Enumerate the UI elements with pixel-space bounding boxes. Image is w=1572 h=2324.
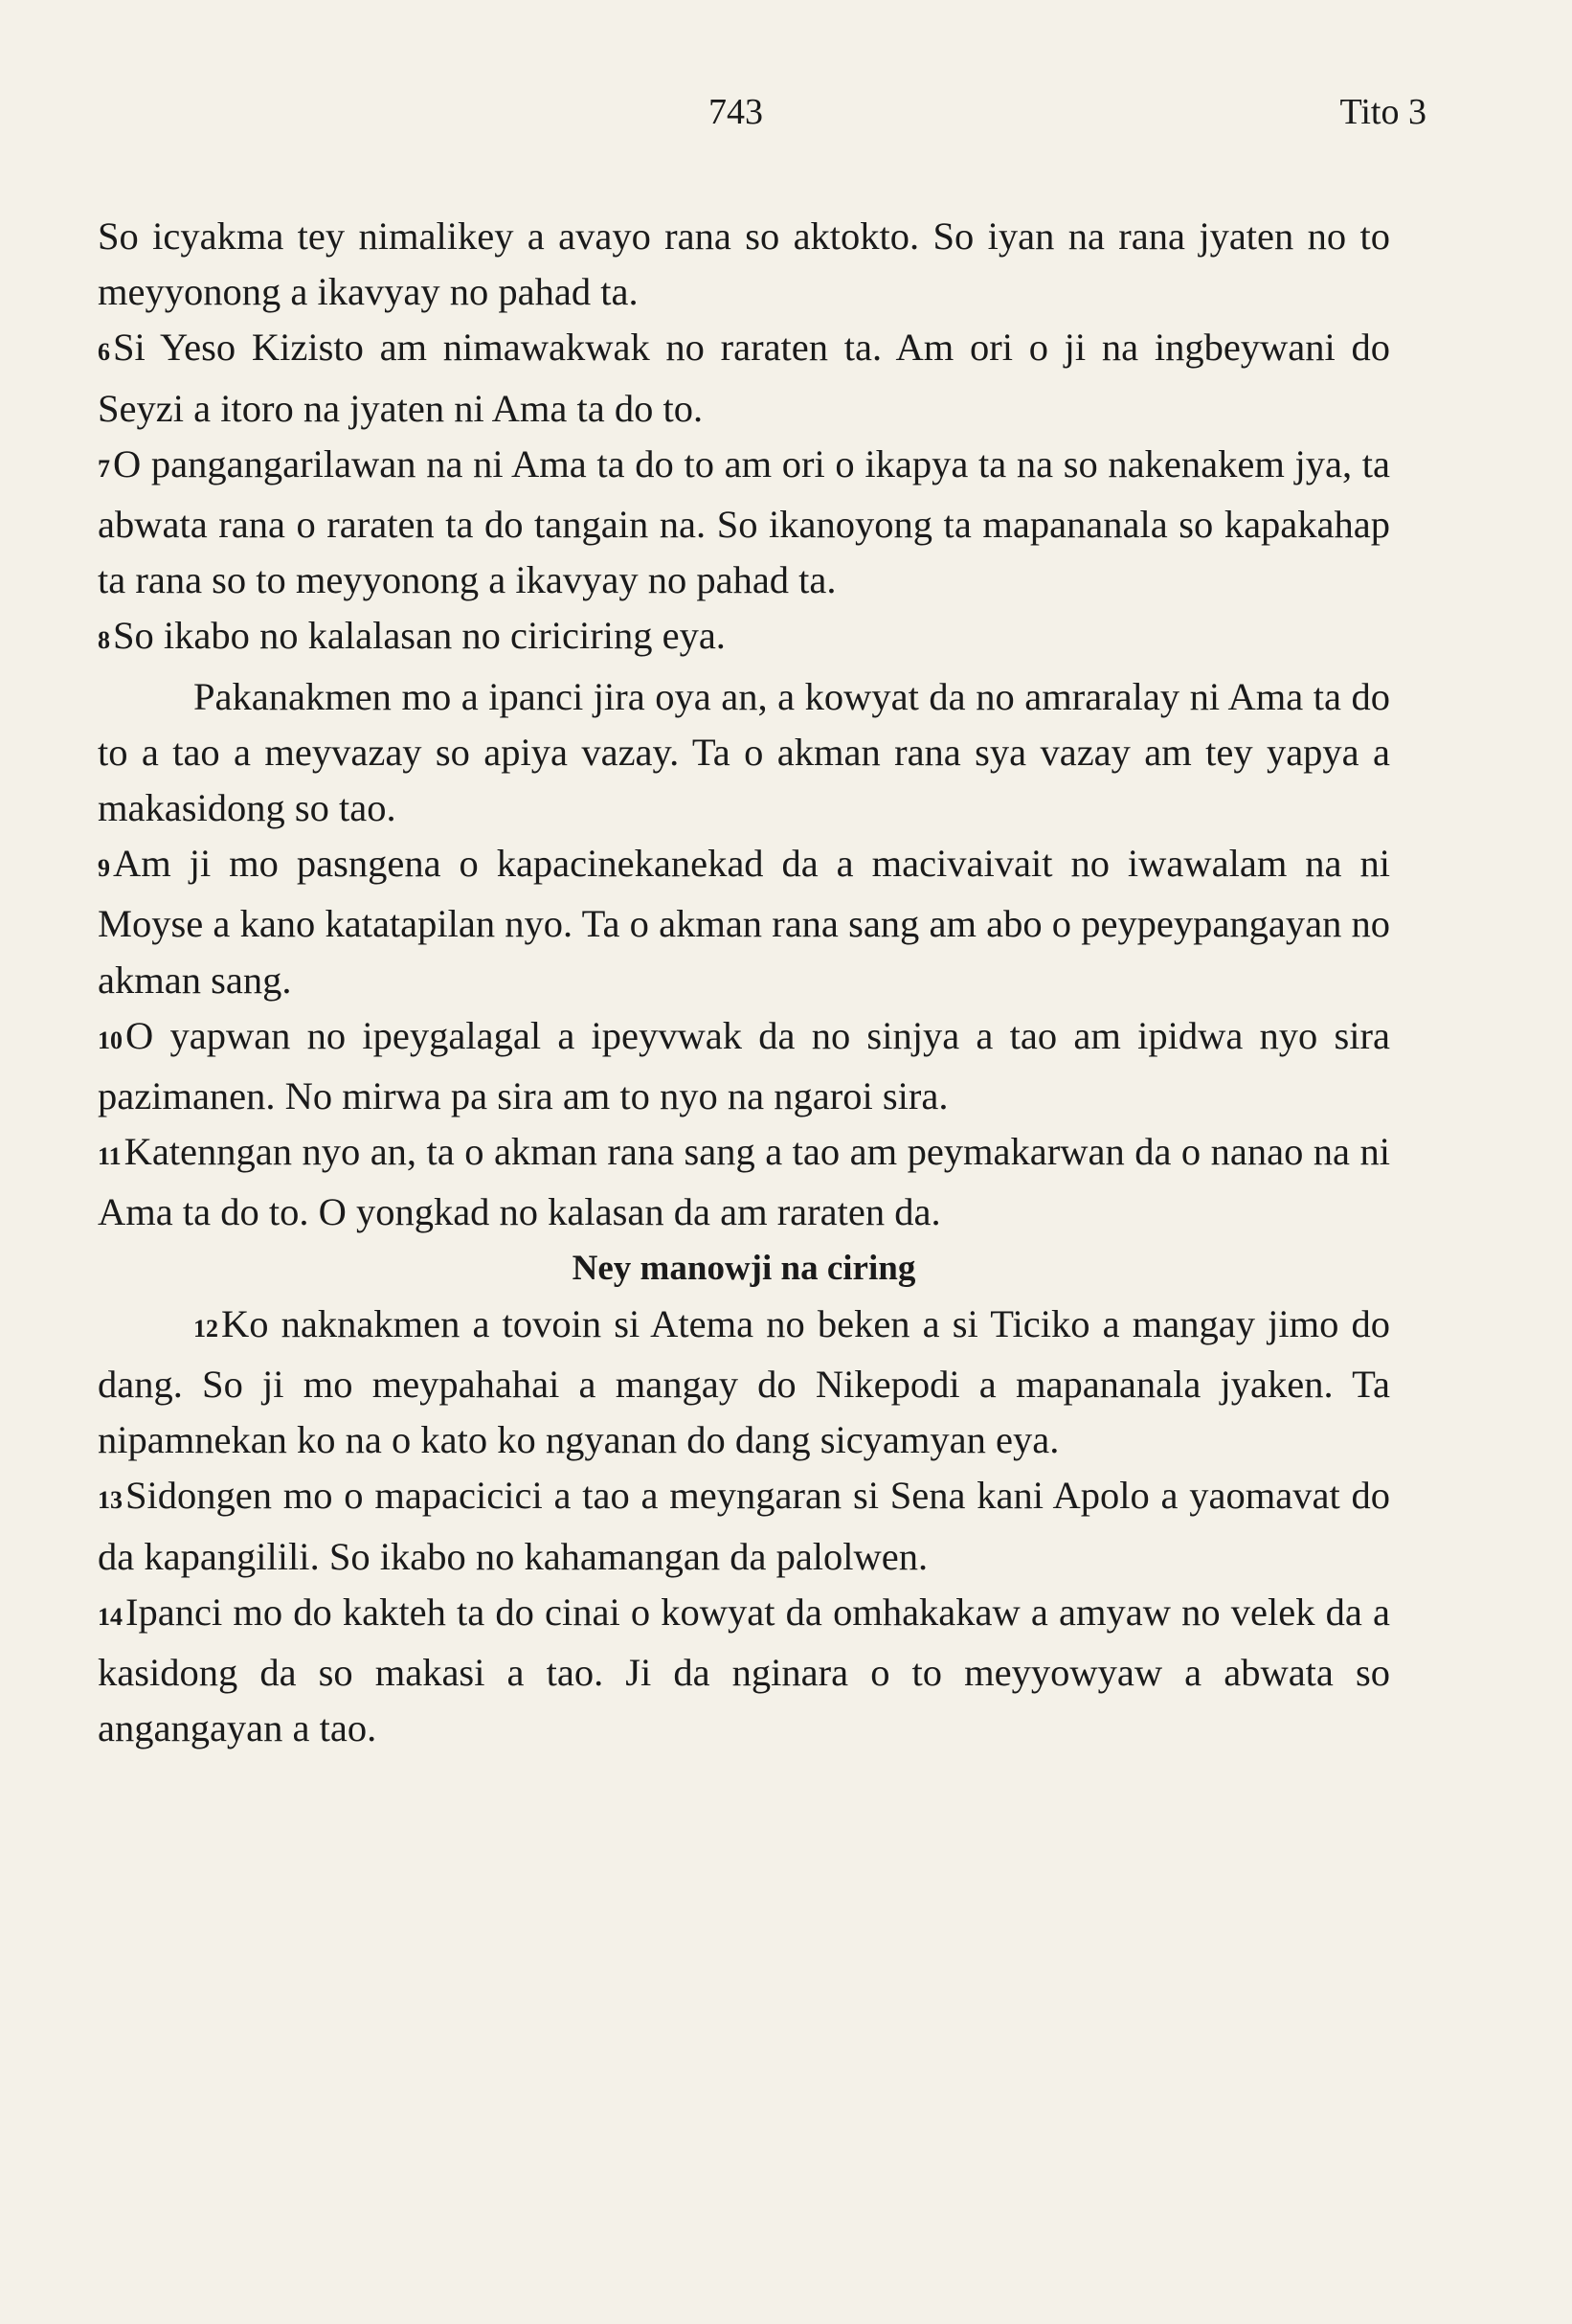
verse-paragraph: [98, 1297, 1390, 1469]
verse-text: Pakanakmen mo a ipanci jira oya an, a kowyat da no amraralay ni Ama ta do to a tao a meyvazay so apiya vazay. Ta o akman rana sya vazay am tey yapya a makasidong so tao.: [98, 674, 1390, 830]
verse-text: So ikabo no kalalasan no ciriciring eya.: [113, 614, 726, 658]
verse-paragraph: [98, 1585, 1390, 1757]
verse-text: O pangangarilawan na ni Ama ta do to am ori o ikapya ta na so nakenakem jya, ta abwata rana o raraten ta do tangain na. So ikanoyong ta mapananala so kapakahap ta rana so to meyyonong a ikavyay no pahad ta.: [98, 441, 1390, 602]
verse-text: O yapwan no ipeygalagal a ipeyvwak da no sinjya a tao am ipidwa nyo sira pazimanen. No mirwa pa sira am to nyo na ngaroi sira.: [98, 1013, 1390, 1118]
verse-number: 10: [98, 1026, 123, 1054]
verse-text: Si Yeso Kizisto am nimawakwak no raraten ta. Am ori o ji na ingbeywani do Seyzi a itoro na jyaten ni Ama ta do to.: [98, 326, 1390, 430]
section-heading: Ney manowji na ciring: [572, 1248, 916, 1288]
verse-number: 6: [98, 338, 110, 367]
verse-paragraph: [98, 608, 1390, 668]
verse-text: Ko naknakmen a tovoin si Atema no beken a si Ticiko a mangay jimo do dang. So ji mo meypahahai a mangay do Nikepodi a mapananala jyaken. Ta nipamnekan ko na o kato ko ngyanan do dang sicyamyan eya.: [98, 1301, 1390, 1462]
verse-text: Am ji mo pasngena o kapacinekanekad da a macivaivait no iwawalam na ni Moyse a kano katatapilan nyo. Ta o akman rana sang am abo o peypeypangayan no akman sang.: [98, 842, 1390, 1002]
running-head: Tito 3: [1339, 92, 1426, 132]
page-header: [0, 91, 1572, 148]
verse-paragraph: [98, 437, 1390, 609]
verse-paragraph: [98, 1468, 1390, 1584]
verse-number: 12: [193, 1314, 218, 1343]
verse-paragraph: [98, 836, 1390, 1008]
verse-number: 14: [98, 1602, 123, 1631]
verse-number: 9: [98, 854, 110, 883]
page-number: 743: [708, 92, 763, 132]
verse-number: 11: [98, 1142, 122, 1171]
verse-text: Katenngan nyo an, ta o akman rana sang a tao am peymakarwan da o nanao na ni Ama ta do to. O yongkad no kalasan da am raraten da.: [98, 1130, 1390, 1234]
verse-paragraph: [98, 669, 1390, 837]
verse-paragraph: [98, 320, 1390, 436]
verse-number: 13: [98, 1486, 123, 1515]
verse-paragraph: [98, 1008, 1390, 1124]
verse-text: So icyakma tey nimalikey a avayo rana so aktokto. So iyan na rana jyaten no to meyyonong a ikavyay no pahad ta.: [98, 214, 1390, 314]
verse-number: 8: [98, 626, 110, 655]
verse-number: 7: [98, 454, 110, 483]
verse-paragraph: [98, 1124, 1390, 1240]
page-body: [98, 209, 1390, 1756]
verse-text: Ipanci mo do kakteh ta do cinai o kowyat da omhakakaw a amyaw no velek da a kasidong da so makasi a tao. Ji da nginara o to meyyowyaw a abwata so angangayan a tao.: [98, 1590, 1390, 1750]
verse-text: Sidongen mo o mapacicici a tao a meyngaran si Sena kani Apolo a yaomavat do da kapangilili. So ikabo no kahamangan da palolwen.: [98, 1474, 1390, 1578]
verse-paragraph: [98, 209, 1390, 320]
